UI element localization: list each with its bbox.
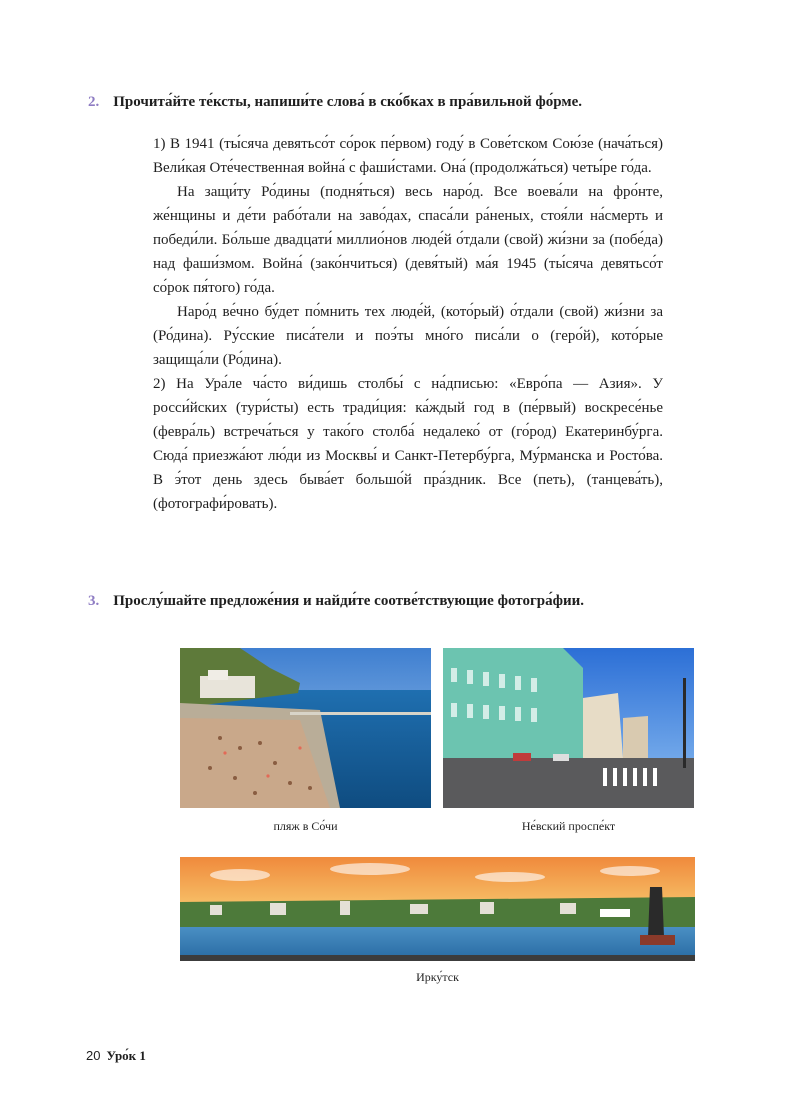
task-2-heading bbox=[88, 94, 582, 111]
irkutsk-panorama-photo bbox=[180, 857, 695, 961]
nevsky-caption: Не́вский проспе́кт bbox=[521, 819, 616, 833]
page-footer bbox=[86, 1048, 146, 1064]
sochi-caption: пляж в Со́чи bbox=[273, 819, 338, 833]
text-1-paragraph-2: На защи́ту Ро́дины (подня́ться) весь наро́д. Все воева́ли на фро́нте, же́нщины и де́ти рабо́тали на заво́дах, спаса́ли ра́неных, стоя́ли на́смерть и победи́ли. Бо́льше двадцати́ миллио́нов люде́й о́тдали (свой) жи́зни за (побе́да) над фаши́змом. Война́ (зако́нчиться) (девя́тый) ма́я 1945 (ты́сяча девятьсо́т со́рок пя́того) го́да. bbox=[153, 184, 663, 296]
irkutsk-caption: Ирку́тск bbox=[416, 970, 459, 984]
text-2-paragraph: 2) На Ура́ле ча́сто ви́дишь столбы́ с на́дписью: «Евро́па — Азия». У росси́йских (тури́сты) есть тради́ция: ка́ждый год в (пе́рвый) воскресе́нье (февра́ль) встреча́ться у тако́го столба́ недалеко́ от (го́род) Екатеринбу́рга. Сюда́ приезжа́ют лю́ди из Москвы́ и Санкт-Петербу́рга, Му́рманска и Росто́ва. В э́тот день здесь быва́ет большо́й пра́здник. Все (петь), (танцева́ть), (фотографи́ровать). bbox=[153, 376, 663, 512]
task-instruction: Прочита́йте те́ксты, напиши́те слова́ в ско́бках в пра́вильной фо́рме. bbox=[113, 94, 583, 110]
text-1-paragraph-1: 1) В 1941 (ты́сяча девятьсо́т со́рок пе́рвом) году́ в Сове́тском Сою́зе (нача́ться) Вели́кая Оте́чественная война́ с фаши́стами. Она́ (продолжа́ться) четы́ре го́да. bbox=[153, 136, 663, 176]
task-instruction: Прослу́шайте предложе́ния и найди́те соотве́тствующие фотогра́фии. bbox=[113, 593, 585, 609]
exercise-texts bbox=[153, 132, 663, 516]
lesson-label: Уро́к 1 bbox=[106, 1048, 146, 1063]
nevsky-prospekt-photo bbox=[443, 648, 694, 808]
text-1-paragraph-3: Наро́д ве́чно бу́дет по́мнить тех люде́й, (кото́рый) о́тдали (свой) жи́зни за (Ро́дина). Ру́сские писа́тели и поэ́ты мно́го писа́ли о (геро́й), кото́рые защища́ли (Ро́дина). bbox=[153, 304, 663, 368]
page-number: 20 bbox=[86, 1048, 101, 1063]
task-number: 2. bbox=[88, 94, 100, 110]
task-3-heading bbox=[88, 593, 584, 610]
sochi-beach-photo bbox=[180, 648, 431, 808]
task-number: 3. bbox=[88, 593, 100, 609]
